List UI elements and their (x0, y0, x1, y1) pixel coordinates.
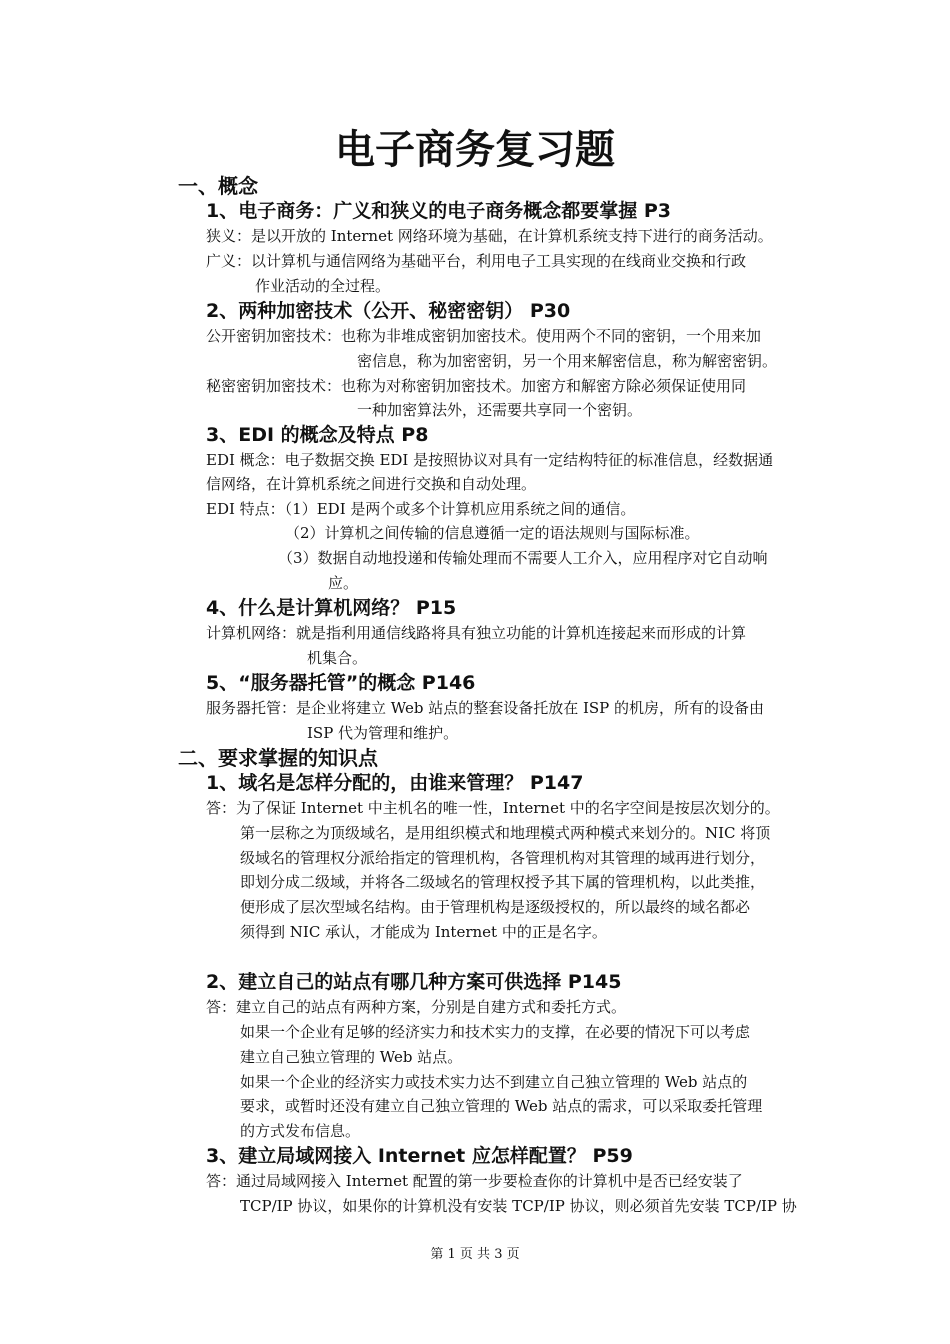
question-heading: 3、建立局域网接入 Internet 应怎样配置？ P59 (206, 1145, 633, 1167)
paragraph-line: 须得到 NIC 承认，才能成为 Internet 中的正是名字。 (240, 923, 607, 941)
paragraph-line: 一种加密算法外，还需要共享同一个密钥。 (357, 401, 643, 419)
paragraph-line: EDI 特点：（1）EDI 是两个或多个计算机应用系统之间的通信。 (206, 500, 636, 518)
paragraph-line: （2）计算机之间传输的信息遵循一定的语法规则与国际标准。 (285, 524, 700, 542)
question-heading: 1、电子商务：广义和狭义的电子商务概念都要掌握 P3 (206, 200, 671, 222)
paragraph-line: （3）数据自动地投递和传输处理而不需要人工介入，应用程序对它自动响 (278, 549, 768, 567)
paragraph-line: 答：为了保证 Internet 中主机名的唯一性，Internet 中的名字空间是按层次划分的。 (206, 799, 780, 817)
paragraph-line: 广义：以计算机与通信网络为基础平台，利用电子工具实现的在线商业交换和行政 (206, 252, 747, 270)
paragraph-line: 级域名的管理权分派给指定的管理机构，各管理机构对其管理的域再进行划分， (240, 849, 766, 867)
paragraph-line: 计算机网络：就是指利用通信线路将具有独立功能的计算机连接起来而形成的计算 (206, 624, 747, 642)
question-heading: 3、EDI 的概念及特点 P8 (206, 424, 429, 446)
document-title: 电子商务复习题 (335, 127, 615, 173)
paragraph-line: 如果一个企业有足够的经济实力和技术实力的支撑，在必要的情况下可以考虑 (240, 1023, 751, 1041)
paragraph-line: 作业活动的全过程。 (255, 277, 391, 295)
paragraph-line: 应。 (328, 574, 359, 592)
paragraph-line: ISP 代为管理和维护。 (307, 724, 459, 742)
question-heading: 1、域名是怎样分配的，由谁来管理？ P147 (206, 772, 584, 794)
paragraph-line: 机集合。 (307, 649, 368, 667)
paragraph-line: 如果一个企业的经济实力或技术实力达不到建立自己独立管理的 Web 站点的 (240, 1073, 748, 1091)
paragraph-line: 秘密密钥加密技术：也称为对称密钥加密技术。加密方和解密方除必须保证使用同 (206, 377, 747, 395)
section-heading: 一、概念 (178, 174, 258, 198)
question-heading: 4、什么是计算机网络？ P15 (206, 597, 457, 619)
paragraph-line: TCP/IP 协议，如果你的计算机没有安装 TCP/IP 协议，则必须首先安装 TCP/IP 协 (240, 1197, 797, 1215)
question-heading: 2、两种加密技术（公开、秘密密钥） P30 (206, 300, 571, 322)
paragraph-line: EDI 概念：电子数据交换 EDI 是按照协议对具有一定结构特征的标准信息，经数据通 (206, 451, 774, 469)
paragraph-line: 狭义：是以开放的 Internet 网络环境为基础，在计算机系统支持下进行的商务活动。 (206, 227, 773, 245)
paragraph-line: 便形成了层次型域名结构。由于管理机构是逐级授权的，所以最终的域名都必 (240, 898, 751, 916)
paragraph-line: 即划分成二级域，并将各二级域名的管理权授予其下属的管理机构，以此类推， (240, 873, 766, 891)
paragraph-line: 第一层称之为顶级域名，是用组织模式和地理模式两种模式来划分的。NIC 将顶 (240, 824, 771, 842)
paragraph-line: 建立自己独立管理的 Web 站点。 (240, 1048, 463, 1066)
paragraph-line: 服务器托管：是企业将建立 Web 站点的整套设备托放在 ISP 的机房，所有的设备由 (206, 699, 765, 717)
section-heading: 二、要求掌握的知识点 (178, 746, 378, 770)
paragraph-line: 密信息，称为加密密钥，另一个用来解密信息，称为解密密钥。 (357, 352, 778, 370)
paragraph-line: 的方式发布信息。 (240, 1122, 361, 1140)
paragraph-line: 公开密钥加密技术：也称为非堆成密钥加密技术。使用两个不同的密钥，一个用来加 (206, 327, 762, 345)
paragraph-line: 答：建立自己的站点有两种方案，分别是自建方式和委托方式。 (206, 998, 627, 1016)
paragraph-line: 信网络，在计算机系统之间进行交换和自动处理。 (206, 475, 537, 493)
paragraph-line: 答：通过局域网接入 Internet 配置的第一步要检查你的计算机中是否已经安装了 (206, 1172, 743, 1190)
question-heading: 2、建立自己的站点有哪几种方案可供选择 P145 (206, 971, 622, 993)
question-heading: 5、“服务器托管”的概念 P146 (206, 672, 476, 694)
paragraph-line: 要求，或暂时还没有建立自己独立管理的 Web 站点的需求，可以采取委托管理 (240, 1097, 763, 1115)
page-footer: 第 1 页 共 3 页 (430, 1247, 520, 1262)
